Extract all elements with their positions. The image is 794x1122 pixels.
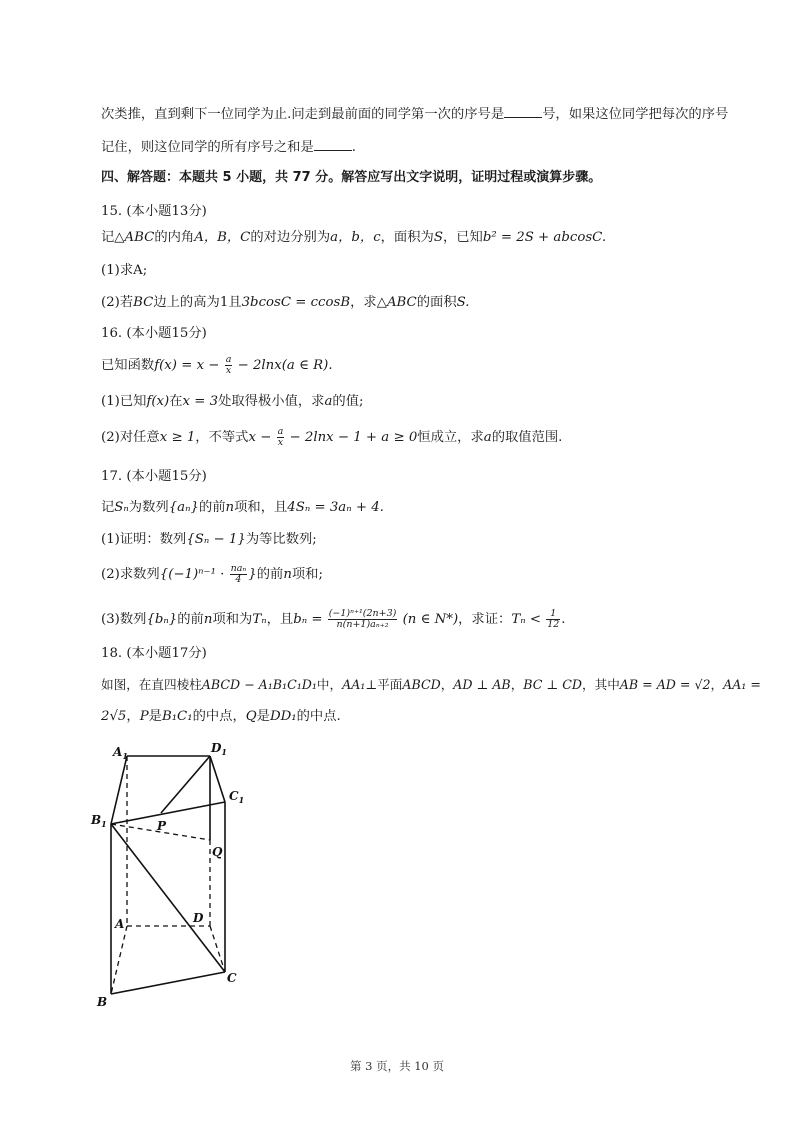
text: ，面积为 bbox=[380, 230, 434, 245]
math: } bbox=[248, 567, 257, 582]
q15-stem bbox=[101, 229, 734, 247]
label-d: D bbox=[193, 911, 204, 925]
answer-blank-2 bbox=[314, 137, 352, 151]
math: a，b，c bbox=[330, 230, 381, 245]
numerator: (−1)ⁿ⁺¹(2n+3) bbox=[328, 608, 397, 619]
math: BC ⊥ CD bbox=[523, 677, 583, 692]
math: AA₁ = bbox=[723, 677, 761, 692]
text: ，求△ bbox=[350, 295, 387, 310]
math: (n ∈ N*) bbox=[402, 612, 459, 627]
text: ，求证： bbox=[458, 612, 512, 627]
label-text: B bbox=[91, 813, 102, 827]
text: 的前 bbox=[256, 567, 284, 582]
text: 记 bbox=[101, 500, 115, 515]
math: 2√5 bbox=[101, 709, 127, 724]
text: ，不等式 bbox=[195, 430, 249, 445]
text: (1)证明：数列 bbox=[101, 532, 187, 547]
math: bₙ = bbox=[293, 612, 323, 627]
edge-bc bbox=[111, 972, 225, 994]
text: 如图，在直四棱柱 bbox=[101, 677, 202, 692]
math: AD ⊥ AB bbox=[453, 677, 511, 692]
numerator: a bbox=[277, 426, 284, 437]
math: x ≥ 1 bbox=[159, 430, 196, 445]
math: ABCD bbox=[402, 677, 441, 692]
text: 中， bbox=[316, 677, 343, 692]
math: Q bbox=[245, 709, 257, 724]
math: AA₁ bbox=[342, 677, 366, 692]
denominator: x bbox=[277, 437, 284, 448]
math: P bbox=[139, 709, 149, 724]
text: 的面积 bbox=[416, 295, 457, 310]
q18-stem-line2 bbox=[101, 708, 734, 726]
text: ， bbox=[440, 677, 454, 692]
text: 的中点， bbox=[192, 709, 246, 724]
math: f(x) bbox=[146, 394, 170, 409]
text: 为等比数列; bbox=[245, 532, 317, 547]
label-b: B bbox=[97, 995, 108, 1009]
numerator: a bbox=[225, 354, 232, 365]
text: ，且 bbox=[266, 612, 294, 627]
math: n bbox=[203, 612, 213, 627]
math: DD₁ bbox=[269, 709, 297, 724]
math: ABC bbox=[124, 230, 155, 245]
math: Tₙ bbox=[252, 612, 267, 627]
math: ABC bbox=[386, 295, 417, 310]
denominator: x bbox=[225, 365, 232, 376]
label-p: P bbox=[157, 819, 167, 833]
text: . bbox=[561, 612, 566, 627]
math: − 2lnx − 1 + a ≥ 0 bbox=[289, 430, 418, 445]
denominator: n(n+1)aₙ₊₂ bbox=[336, 619, 389, 630]
text: 记住，则这位同学的所有序号之和是 bbox=[101, 140, 314, 155]
text: . bbox=[351, 140, 356, 155]
q14-continued-line2 bbox=[101, 137, 734, 157]
text: ⊥平面 bbox=[365, 677, 403, 692]
math: {Sₙ − 1} bbox=[186, 532, 246, 547]
text: 的中点. bbox=[296, 709, 341, 724]
page-footer: 第 3 页，共 10 页 bbox=[349, 1059, 445, 1073]
math: x = 3 bbox=[182, 394, 219, 409]
denominator: 4 bbox=[235, 574, 242, 585]
text: 记△ bbox=[101, 230, 125, 245]
math: n bbox=[225, 500, 235, 515]
q16-part2 bbox=[101, 427, 734, 448]
label-c: C bbox=[227, 971, 237, 985]
text: 的内角 bbox=[154, 230, 195, 245]
label-text: A bbox=[113, 745, 123, 759]
prism-figure bbox=[85, 738, 255, 1018]
math: 3bcosC = ccosB bbox=[241, 295, 351, 310]
numerator: 1 bbox=[546, 609, 560, 620]
fraction-bn bbox=[328, 609, 398, 630]
segment-b1c bbox=[111, 824, 225, 972]
q17-heading: 17. (本小题15分) bbox=[101, 469, 207, 484]
math: b² = 2S + abcosC. bbox=[482, 230, 607, 245]
label-d1 bbox=[210, 741, 227, 757]
text: (3)数列 bbox=[101, 612, 147, 627]
q17-stem bbox=[101, 499, 734, 517]
label-c1 bbox=[229, 789, 244, 805]
text: 的前 bbox=[198, 500, 226, 515]
math: f(x) = x − bbox=[154, 358, 220, 373]
text: ， bbox=[126, 709, 140, 724]
text: 项和为 bbox=[212, 612, 253, 627]
edge-a1b1 bbox=[111, 756, 127, 824]
edge-d1c1 bbox=[210, 756, 225, 802]
text: 号，如果这位同学把每次的序号 bbox=[542, 107, 729, 122]
label-text: C bbox=[229, 789, 239, 803]
q18-stem bbox=[101, 676, 761, 694]
math: A，B，C bbox=[194, 230, 251, 245]
numerator: naₙ bbox=[230, 563, 247, 574]
text: 的前 bbox=[177, 612, 204, 627]
math: − 2lnx(a ∈ R). bbox=[237, 358, 333, 373]
q15-heading: 15. (本小题13分) bbox=[101, 204, 207, 219]
text: 次类推，直到剩下一位同学为止.问走到最前面的同学第一次的序号是 bbox=[101, 107, 505, 122]
text: (2)若 bbox=[101, 295, 134, 310]
math: 4Sₙ = 3aₙ + 4. bbox=[287, 500, 384, 515]
math: {aₙ} bbox=[168, 500, 199, 515]
q17-part1 bbox=[101, 531, 734, 549]
edge-dc bbox=[210, 926, 225, 972]
q16-stem bbox=[101, 355, 734, 376]
text: 在 bbox=[169, 394, 183, 409]
math: x − bbox=[248, 430, 272, 445]
q15-part1: (1)求A; bbox=[101, 263, 148, 278]
fraction-1-over-12 bbox=[546, 609, 560, 630]
math: n bbox=[283, 567, 292, 582]
math: a bbox=[483, 430, 492, 445]
section-heading: 四、解答题：本题共 5 小题，共 77 分。解答应写出文字说明，证明过程或演算步骤。 bbox=[101, 170, 602, 185]
answer-blank-1 bbox=[504, 104, 542, 118]
math: S. bbox=[456, 295, 470, 310]
text: 处取得极小值，求 bbox=[218, 394, 325, 409]
math: a bbox=[324, 394, 333, 409]
label-sub: 1 bbox=[122, 751, 128, 761]
text: 是 bbox=[148, 709, 162, 724]
text: 已知函数 bbox=[101, 358, 155, 373]
edge-ab bbox=[111, 926, 127, 994]
math: Sₙ bbox=[114, 500, 129, 515]
label-sub: 1 bbox=[221, 747, 227, 757]
label-q: Q bbox=[212, 845, 223, 859]
label-b1 bbox=[90, 813, 107, 829]
text: 的取值范围. bbox=[491, 430, 563, 445]
math: B₁C₁ bbox=[161, 709, 193, 724]
fraction-a-over-x bbox=[277, 427, 285, 448]
text: 恒成立，求 bbox=[417, 430, 484, 445]
q15-part2 bbox=[101, 294, 734, 312]
text: 是 bbox=[256, 709, 270, 724]
text: 的值; bbox=[332, 394, 364, 409]
denominator: 12 bbox=[547, 619, 560, 630]
text: (1)已知 bbox=[101, 394, 147, 409]
text: ， bbox=[510, 677, 524, 692]
text: 边上的高为1且 bbox=[153, 295, 242, 310]
text: 为数列 bbox=[128, 500, 169, 515]
q17-part2 bbox=[101, 564, 734, 585]
text: 项和，且 bbox=[234, 500, 288, 515]
q14-continued-line1 bbox=[101, 104, 734, 124]
text: (2)求数列 bbox=[101, 567, 160, 582]
label-sub: 1 bbox=[238, 795, 245, 805]
label-a: A bbox=[115, 917, 125, 931]
math: AB = AD = √2 bbox=[619, 677, 711, 692]
q16-part1 bbox=[101, 393, 734, 411]
math: {(−1)ⁿ⁻¹ · bbox=[159, 567, 225, 582]
text: ，其中 bbox=[582, 677, 620, 692]
math: {bₙ} bbox=[146, 612, 178, 627]
q16-heading: 16. (本小题15分) bbox=[101, 326, 207, 341]
label-sub: 1 bbox=[101, 819, 107, 829]
text: 项和; bbox=[291, 567, 323, 582]
text: ，已知 bbox=[442, 230, 483, 245]
math: ABCD − A₁B₁C₁D₁ bbox=[201, 677, 317, 692]
edge-d1p bbox=[161, 756, 210, 813]
text: 的对边分别为 bbox=[250, 230, 331, 245]
text: ， bbox=[710, 677, 724, 692]
math: BC bbox=[133, 295, 154, 310]
fraction-a-over-x bbox=[225, 355, 233, 376]
fraction-nan-over-4 bbox=[230, 564, 248, 585]
q17-part3 bbox=[101, 609, 734, 630]
q18-heading: 18. (本小题17分) bbox=[101, 646, 207, 661]
text: (2)对任意 bbox=[101, 430, 160, 445]
label-text: D bbox=[211, 741, 222, 755]
label-a1 bbox=[112, 745, 128, 761]
math: S bbox=[433, 230, 443, 245]
math: Tₙ < bbox=[511, 612, 541, 627]
